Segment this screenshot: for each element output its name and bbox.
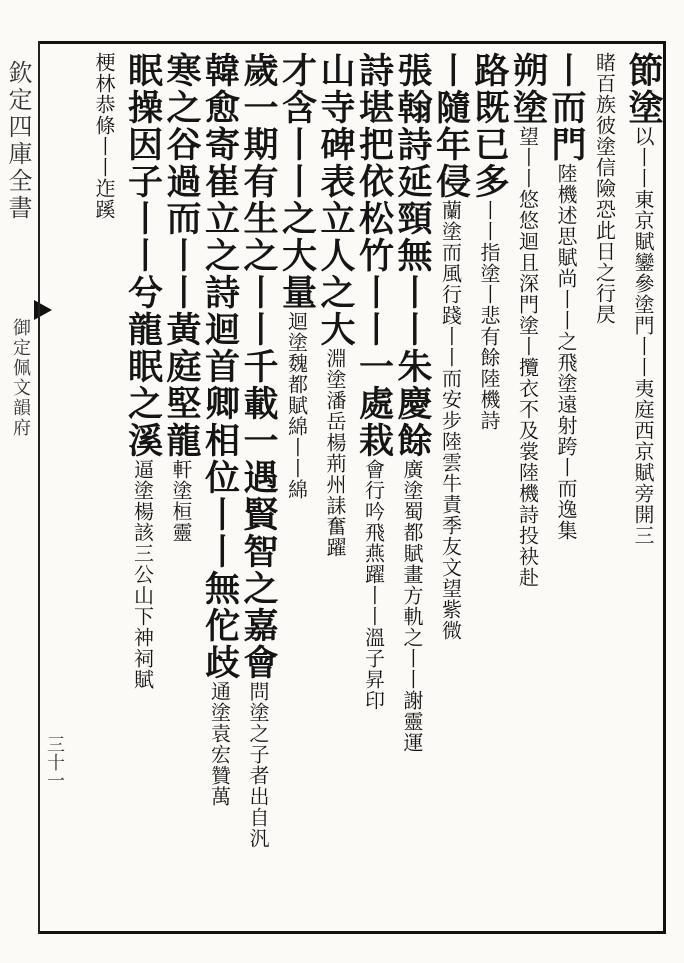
text-column (507, 52, 549, 912)
entry-heading: 丨隨年侵 (430, 52, 472, 200)
rule-top (38, 41, 666, 44)
entry-continuation: 迴塗魏都賦綿丨丨綿 (284, 311, 309, 500)
entry-continuation: 梗林恭條丨丨迮蹊 (92, 52, 116, 220)
entry-heading: 詩堪把依松竹丨丨一處栽 (353, 52, 395, 459)
rule-right (663, 41, 666, 934)
entry-continuation: 逼塗楊該三公山下神祠賦 (130, 459, 155, 690)
text-column (161, 52, 202, 912)
text-column (623, 52, 664, 912)
volume-label: 御定佩文韻府 (10, 318, 31, 438)
entry-continuation: 會行吟飛燕躍丨丨溫子昇印 (361, 459, 386, 711)
text-column (392, 52, 433, 912)
entry-continuation: 門塗丨攬衣不及裳陸機詩投袂赴 (515, 294, 540, 588)
entry-continuation: 參塗門丨丨夷庭西京賦旁開三 (631, 273, 655, 546)
entry-continuation: 問塗之子者出自汎 (246, 681, 270, 849)
entry-continuation: 指塗丨悲有餘陸機詩 (477, 242, 501, 431)
entry-heading: 才含丨丨之大量 (276, 52, 318, 311)
entry-heading: 張翰詩延頸無丨丨朱慶餘 (392, 52, 433, 459)
entry-continuation: 飛塗遠射跨丨而逸集 (554, 352, 578, 541)
text-column (276, 52, 318, 912)
entry-heading: 寒之谷過而丨丨黃庭堅龍 (161, 52, 202, 459)
entry-continuation: 廣塗蜀都賦畫方軌之丨丨謝靈運 (400, 459, 424, 753)
entry-continuation: 蘭塗而風行踐丨丨而安步陸雲牛責季友文望紫微 (438, 200, 463, 641)
entry-heading: 歲一期有生之丨丨千載一遇賢智之嘉會 (238, 52, 279, 681)
entry-continuation: 彼塗信險恐此日之行昃 (592, 115, 617, 325)
entry-heading: 韓愈寄崔立之詩迴首卿相位丨丨無佗歧 (199, 52, 241, 681)
entry-continuation: 軒塗桓靈 (169, 459, 193, 543)
entry-text: 陸機述思賦尚丨丨之 (554, 163, 578, 352)
entry-heading: 節塗 (623, 52, 664, 126)
text-column (469, 52, 510, 912)
entry-text: 望丨丨悠悠迴且深 (515, 126, 540, 294)
entry-continuation: 淵塗潘岳楊荊州誄奮躍 (323, 348, 347, 558)
text-column (315, 52, 356, 912)
rule-left (38, 41, 40, 934)
entry-heading: 山寺碑表立人之大 (315, 52, 356, 348)
text-column (353, 52, 395, 912)
entry-continuation: 通塗袁宏贊萬 (207, 681, 232, 807)
entry-heading: 朔塗 (507, 52, 549, 126)
entry-heading: 丨而門 (546, 52, 587, 163)
text-column (238, 52, 279, 912)
text-column (199, 52, 241, 912)
entry-heading: 路既已多 (469, 52, 510, 200)
rule-bottom (38, 931, 666, 934)
entry-text: 睹百族 (592, 52, 617, 115)
text-column (430, 52, 472, 912)
entry-text: 丨丨 (477, 200, 501, 242)
text-column (590, 52, 620, 912)
text-column (122, 52, 164, 912)
fish-tail-mark (34, 300, 52, 320)
book-title: 欽定四庫全書 (4, 60, 32, 222)
page-number: 三十一 (44, 735, 65, 789)
text-column (546, 52, 587, 912)
entry-heading: 眠操因子丨丨兮龍眠之溪 (122, 52, 164, 459)
entry-text: 以丨丨東京賦鑾 (631, 126, 655, 273)
text-column (89, 52, 119, 912)
